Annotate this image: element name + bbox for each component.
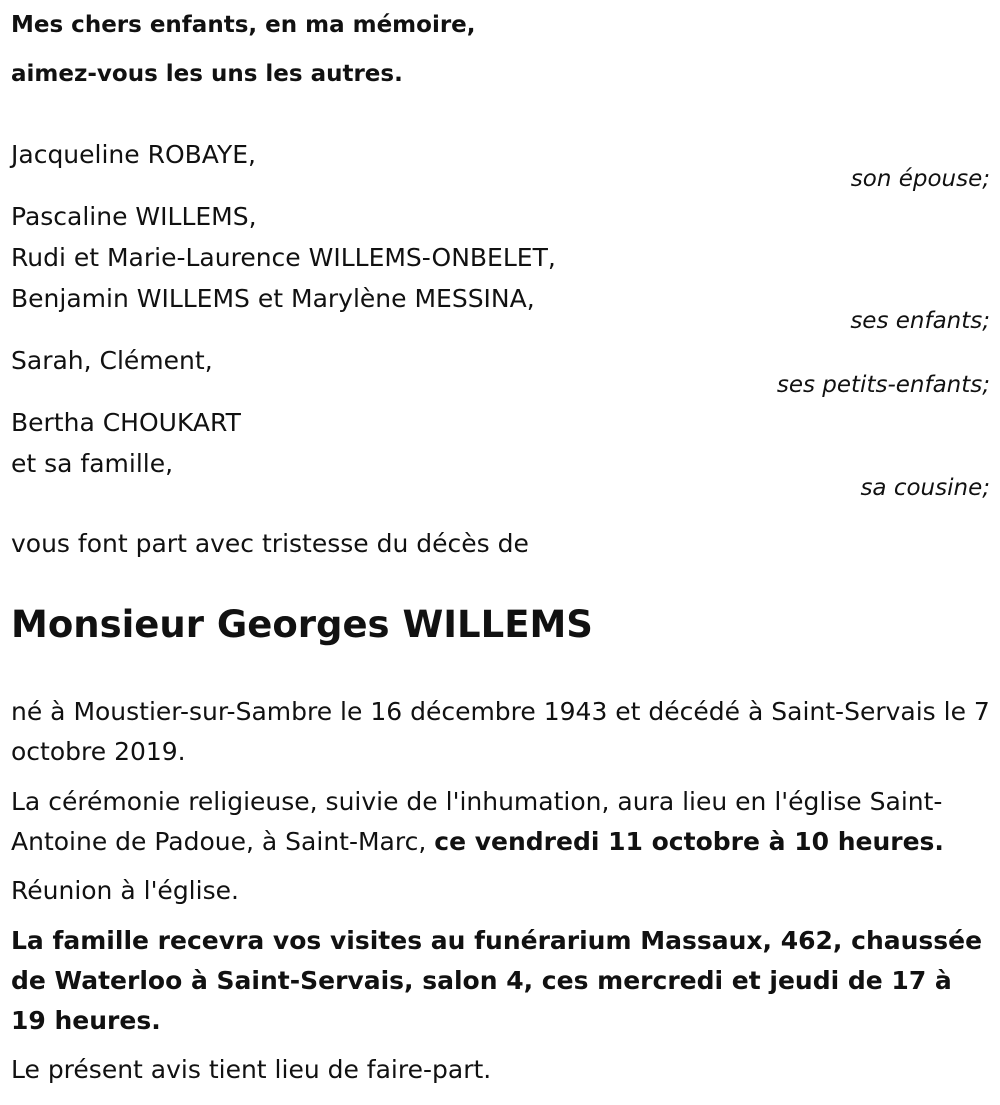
grandchildren-names: Sarah, Clément,	[11, 346, 213, 375]
children-relation: ses enfants;	[850, 308, 990, 334]
motto-line-1: Mes chers enfants, en ma mémoire,	[11, 12, 476, 38]
grandchildren-relation: ses petits-enfants;	[776, 372, 990, 398]
ceremony-text: La cérémonie religieuse, suivie de l'inhumation, aura lieu en l'église Saint-Antoine de Padoue, à Saint-Marc,	[11, 787, 943, 856]
announcement-text: vous font part avec tristesse du décès de	[11, 529, 529, 558]
child-name: Benjamin WILLEMS et Marylène MESSINA,	[11, 284, 535, 313]
ceremony-info	[11, 782, 991, 862]
spouse-name: Jacqueline ROBAYE,	[11, 140, 256, 169]
motto-line-2: aimez-vous les uns les autres.	[11, 61, 403, 87]
cousin-name: Bertha CHOUKART	[11, 408, 241, 437]
ceremony-date: ce vendredi 11 octobre à 10 heures.	[434, 827, 944, 856]
child-name: Pascaline WILLEMS,	[11, 202, 257, 231]
visits-info: La famille recevra vos visites au funérarium Massaux, 462, chaussée de Waterloo à Saint-Servais, salon 4, ces mercredi et jeudi de 17 à 19 heures.	[11, 926, 983, 1035]
deceased-name: Monsieur Georges WILLEMS	[11, 603, 593, 646]
spouse-relation: son épouse;	[850, 166, 990, 192]
cousin-relation: sa cousine;	[860, 475, 990, 501]
cousin-family: et sa famille,	[11, 449, 174, 478]
birth-death-info: né à Moustier-sur-Sambre le 16 décembre 1943 et décédé à Saint-Servais le 7 octobre 2019.	[11, 697, 990, 766]
meeting-info: Réunion à l'église.	[11, 876, 239, 905]
child-name: Rudi et Marie-Laurence WILLEMS-ONBELET,	[11, 243, 556, 272]
closing-note: Le présent avis tient lieu de faire-part.	[11, 1055, 492, 1084]
